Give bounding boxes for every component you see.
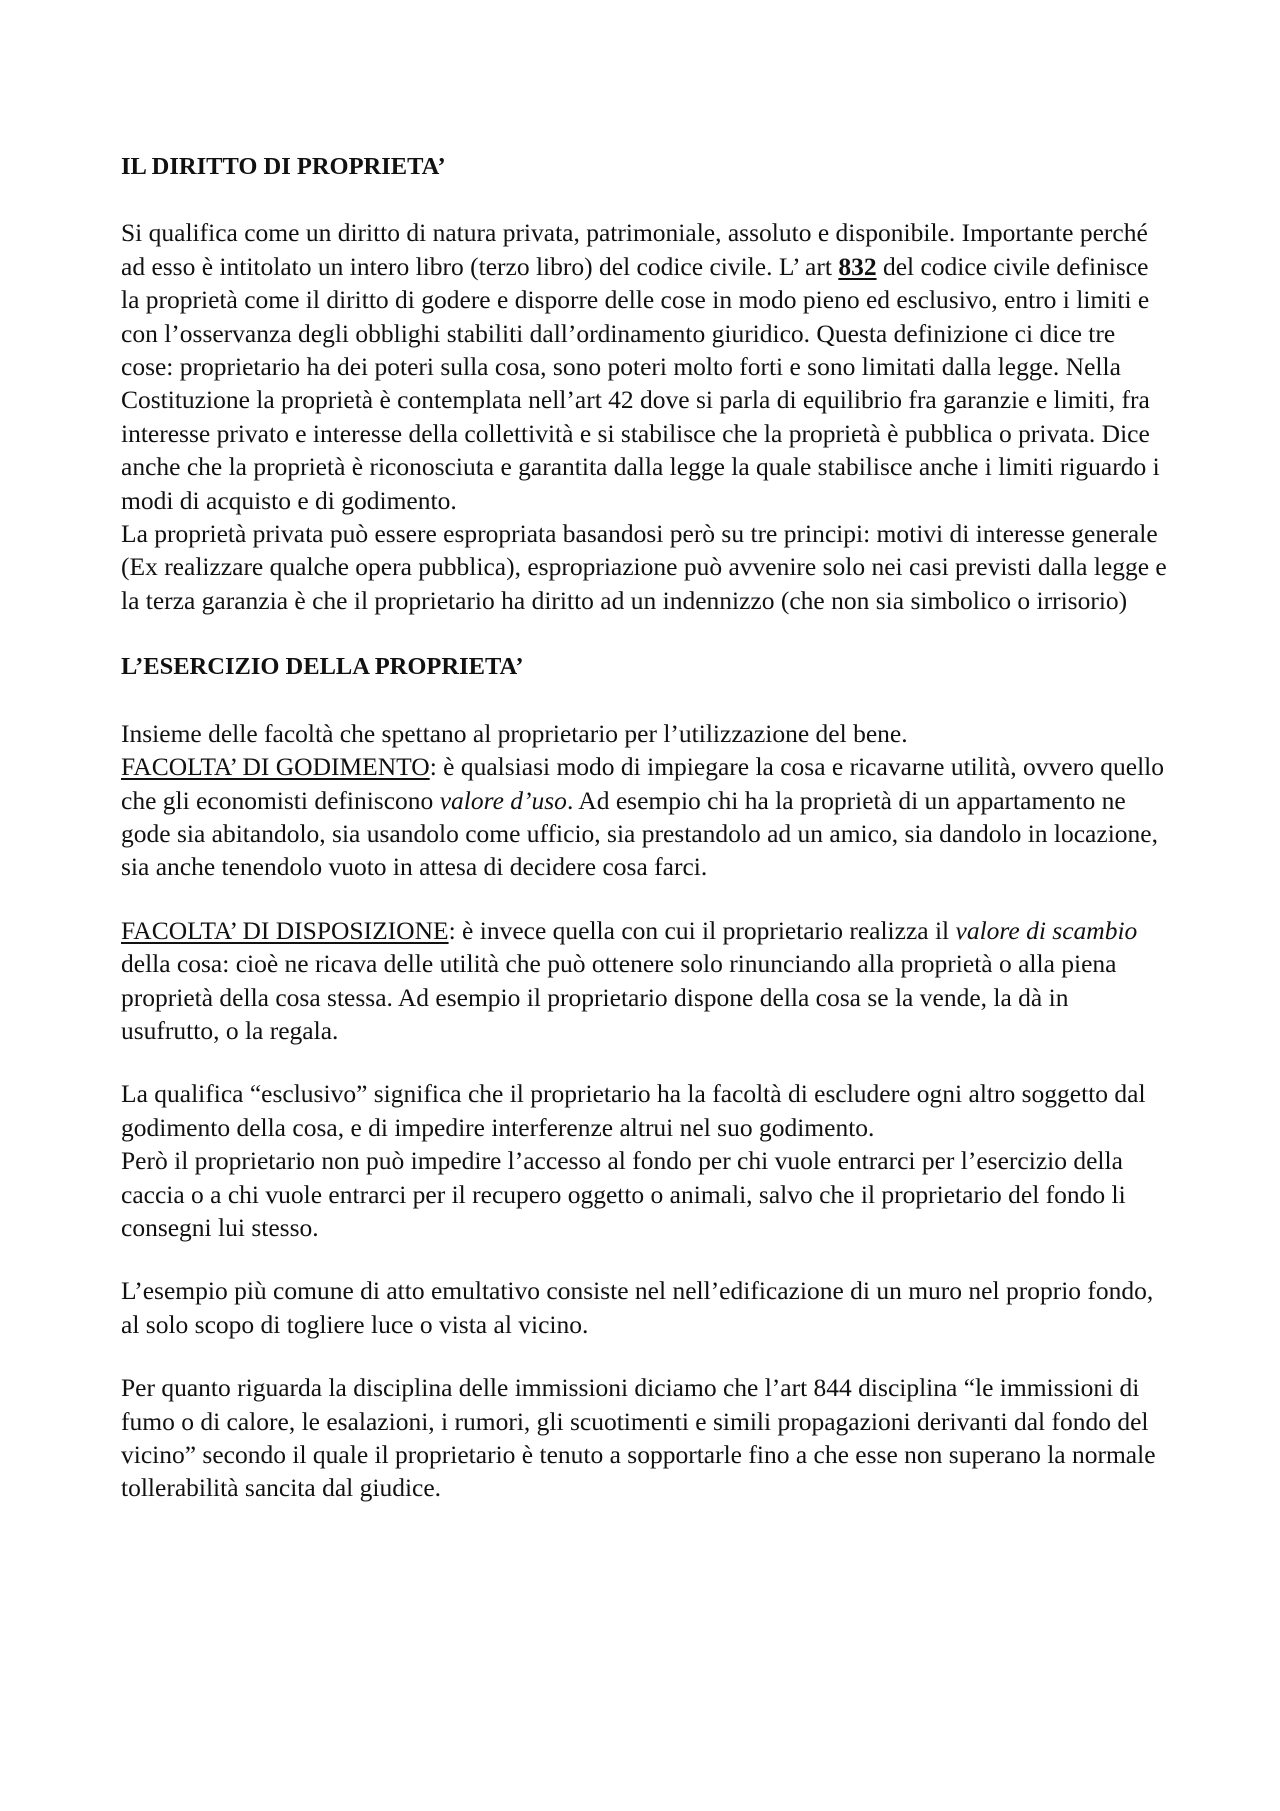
paragraph-definizione [121, 216, 1171, 517]
facolta-godimento-text-b: . Ad esempio chi ha la proprietà di un appartamento ne gode sia abitandolo, sia usandolo come ufficio, sia prestandolo ad un amico, sia dandolo in locazione, sia anche tenendolo vuoto in attesa di decidere cosa farci. [121, 785, 1158, 882]
term-facolta-disposizione: FACOLTA’ DI DISPOSIZIONE [121, 915, 449, 945]
facolta-disposizione-text-b: della cosa: cioè ne ricava delle utilità che può ottenere solo rinunciando alla proprietà o alla piena proprietà della cosa stessa. Ad esempio il proprietario dispone della cosa se la vende, la dà in usufrutto, o la regala. [121, 949, 1117, 1045]
paragraph-definizione-intro: Si qualifica come un diritto di natura privata, patrimoniale, assoluto e disponibile. Importante perché ad esso è intitolato un intero libro (terzo libro) del codice civile. L’ art [121, 218, 1148, 281]
paragraph-definizione-body: del codice civile definisce la proprietà come il diritto di godere e disporre delle cose in modo pieno ed esclusivo, entro i limiti e con l’osservanza degli obblighi stabiliti dall’ordinamento giuridico. Questa definizione ci dice tre cose: proprietario ha dei poteri sulla cosa, sono poteri molto forti e sono limitati dalla legge. Nella Costituzione la proprietà è contemplata nell’art 42 dove si parla di equilibrio fra garanzie e limiti, fra interesse privato e interesse della collettività e si stabilisce che la proprietà è pubblica o privata. Dice anche che la proprietà è riconosciuta e garantita dalla legge la quale stabilisce anche i limiti riguardo i modi di acquisto e di godimento. [121, 251, 1160, 515]
heading-diritto-di-proprieta: IL DIRITTO DI PROPRIETA’ [121, 153, 446, 180]
paragraph-atto-emulativo: L’esempio più comune di atto emultativo consiste nel nell’edificazione di un muro nel proprio fondo, al solo scopo di togliere luce o vista al vicino. [121, 1276, 1154, 1339]
term-facolta-godimento: FACOLTA’ DI GODIMENTO [121, 752, 430, 782]
paragraph-facolta-intro: Insieme delle facoltà che spettano al proprietario per l’utilizzazione del bene. [121, 718, 908, 748]
italic-valore-uso: valore d’uso [439, 785, 567, 815]
art-832-reference: 832 [838, 251, 877, 281]
paragraph-espropriazione: La proprietà privata può essere espropriata basandosi però su tre principi: motivi di interesse generale (Ex realizzare qualche opera pubblica), espropriazione può avvenire solo nei casi previsti dalla legge e la terza garanzia è che il proprietario ha diritto ad un indennizzo (che non sia simbolico o irrisorio) [121, 519, 1167, 615]
paragraph-immissioni: Per quanto riguarda la disciplina delle immissioni diciamo che l’art 844 disciplina “le immissioni di fumo o di calore, le esalazioni, i rumori, gli scuotimenti e simili propagazioni derivanti dal fondo del vicino” secondo il quale il proprietario è tenuto a sopportarle fino a che esse non superano la normale tollerabilità sancita dal giudice. [121, 1373, 1156, 1503]
paragraph-facolta-disposizione [121, 914, 1171, 1048]
facolta-disposizione-text-a: : è invece quella con cui il proprietario realizza il [448, 915, 956, 945]
paragraph-facolta-godimento [121, 750, 1171, 884]
paragraph-esclusivo: La qualifica “esclusivo” significa che il proprietario ha la facoltà di escludere ogni altro soggetto dal godimento della cosa, e di impedire interferenze altrui nel suo godimento. [121, 1079, 1146, 1142]
heading-esercizio-della-proprieta: L’ESERCIZIO DELLA PROPRIETA’ [121, 653, 524, 681]
italic-valore-scambio: valore di scambio [955, 915, 1138, 945]
document-page [121, 150, 1171, 1505]
paragraph-accesso-fondo: Però il proprietario non può impedire l’accesso al fondo per chi vuole entrarci per l’esercizio della caccia o a chi vuole entrarci per il recupero oggetto o animali, salvo che il proprietario del fondo li consegni lui stesso. [121, 1146, 1126, 1242]
facolta-godimento-text-a: : è qualsiasi modo di impiegare la cosa e ricavarne utilità, ovvero quello che gli economisti definiscono [121, 752, 1164, 815]
